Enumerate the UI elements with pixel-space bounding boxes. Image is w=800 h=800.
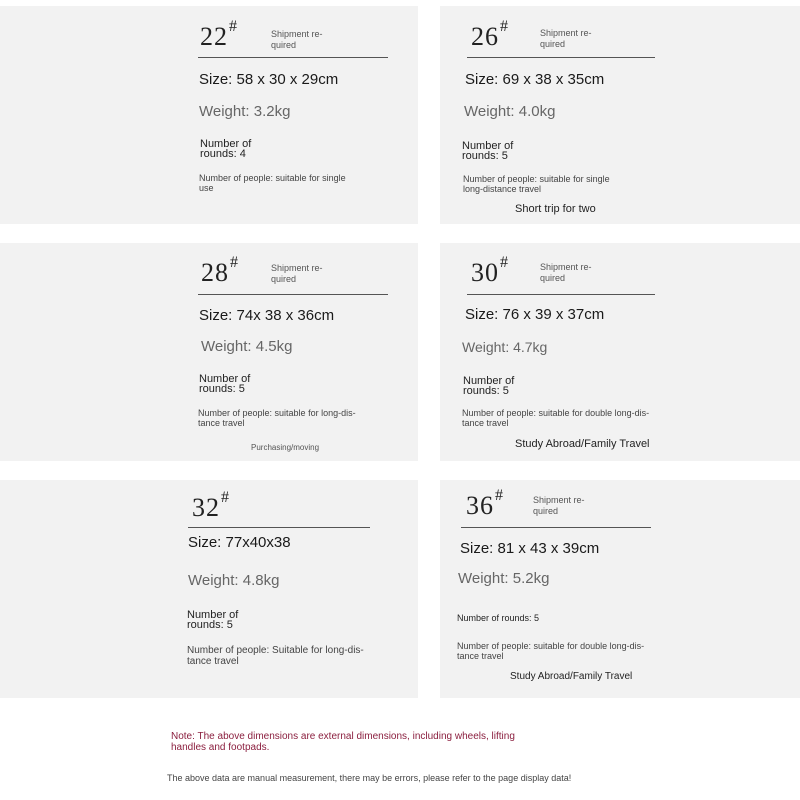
measurement-note: The above data are manual measurement, there may be errors, please refer to the page display data! <box>167 773 572 783</box>
shipment-note: Shipment re- quired <box>540 28 592 49</box>
size-spec: Size: 69 x 38 x 35cm <box>465 71 605 88</box>
divider <box>198 294 388 295</box>
rounds-spec: Number of rounds: 5 <box>199 373 251 395</box>
people-spec: Number of people: suitable for single long-distance travel <box>463 174 610 194</box>
size-number: 28# <box>201 254 239 287</box>
rounds-spec: Number of rounds: 5 <box>463 375 515 397</box>
divider <box>198 57 388 58</box>
weight-spec: Weight: 5.2kg <box>458 570 550 587</box>
shipment-note: Shipment re- quired <box>271 29 323 50</box>
rounds-spec: Number of rounds: 5 <box>462 140 514 162</box>
size-spec: Size: 76 x 39 x 37cm <box>465 306 605 323</box>
size-number: 36# <box>466 487 504 520</box>
usage-label: Short trip for two <box>515 203 596 215</box>
rounds-spec: Number of rounds: 5 <box>457 613 540 623</box>
usage-label: Purchasing/moving <box>251 443 320 452</box>
shipment-note: Shipment re- quired <box>271 263 323 284</box>
size-number: 22# <box>200 18 238 51</box>
weight-spec: Weight: 3.2kg <box>199 103 291 120</box>
divider <box>467 294 655 295</box>
people-spec: Number of people: suitable for double long-dis- tance travel <box>462 408 650 428</box>
weight-spec: Weight: 4.8kg <box>188 572 280 589</box>
dimensions-note: Note: The above dimensions are external dimensions, including wheels, lifting handles and footpads. <box>171 731 515 753</box>
size-spec: Size: 58 x 30 x 29cm <box>199 71 339 88</box>
weight-spec: Weight: 4.5kg <box>201 338 293 355</box>
usage-label: Study Abroad/Family Travel <box>510 671 633 682</box>
usage-label: Study Abroad/Family Travel <box>515 438 650 450</box>
size-spec: Size: 77x40x38 <box>188 534 291 551</box>
people-spec: Number of people: suitable for long-dis- tance travel <box>198 408 356 428</box>
divider <box>461 527 651 528</box>
weight-spec: Weight: 4.0kg <box>464 103 556 120</box>
people-spec: Number of people: suitable for double long-dis- tance travel <box>457 641 645 661</box>
divider <box>188 527 370 528</box>
shipment-note: Shipment re- quired <box>540 262 592 283</box>
size-spec: Size: 74x 38 x 36cm <box>199 307 335 324</box>
shipment-note: Shipment re- quired <box>533 495 585 516</box>
size-number: 32# <box>192 489 230 522</box>
size-number: 26# <box>471 18 509 51</box>
size-spec: Size: 81 x 43 x 39cm <box>460 540 600 557</box>
rounds-spec: Number of rounds: 5 <box>187 609 239 631</box>
people-spec: Number of people: Suitable for long-dis- tance travel <box>187 645 364 667</box>
size-number: 30# <box>471 254 509 287</box>
divider <box>467 57 655 58</box>
rounds-spec: Number of rounds: 4 <box>200 138 252 160</box>
people-spec: Number of people: suitable for single use <box>199 173 346 193</box>
weight-spec: Weight: 4.7kg <box>462 339 548 355</box>
